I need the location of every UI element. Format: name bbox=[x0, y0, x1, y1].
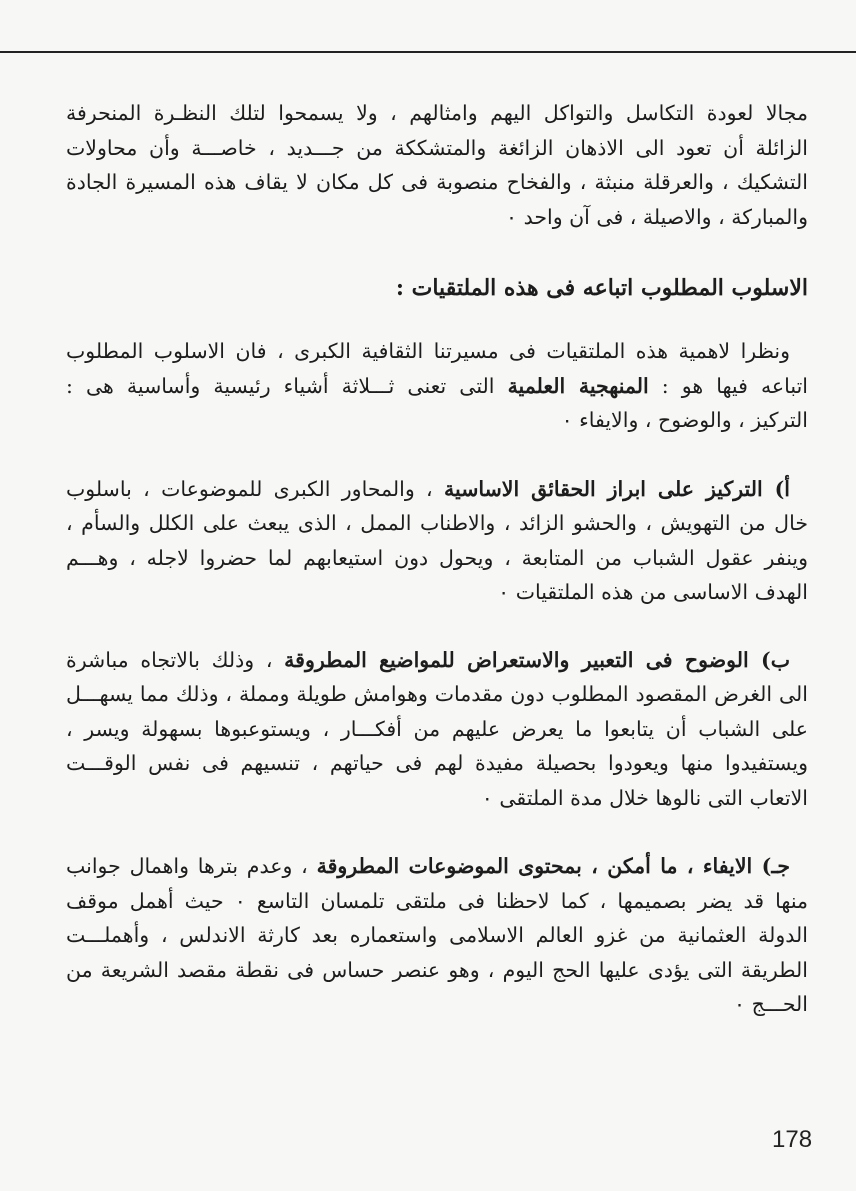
bold-term: ب) الوضوح فى التعبير والاستعراض للمواضيع المطروقة bbox=[284, 647, 790, 672]
text-line: التشكيك ، والعرقلة منبثة ، والفخاح منصوبة فى كل مكان لا يقاف هذه المسيرة الجادة bbox=[66, 170, 808, 194]
page-body bbox=[66, 96, 808, 1022]
paragraph-2 bbox=[66, 334, 808, 438]
text-line: الزائلة أن تعود الى الاذهان الزائغة والمتشككة من جـــديد ، خاصـــة وأن محاولات bbox=[66, 135, 808, 160]
text-line: الهدف الاساسى من هذه الملتقيات ٠ bbox=[498, 580, 808, 604]
paragraph-3 bbox=[66, 472, 808, 610]
paragraph-5 bbox=[66, 849, 808, 1022]
text-line: والمباركة ، والاصيلة ، فى آن واحد ٠ bbox=[506, 204, 808, 229]
paragraph-1 bbox=[66, 96, 808, 234]
text-line: ونظرا لاهمية هذه الملتقيات فى مسيرتنا الثقافية الكبرى ، فان الاسلوب المطلوب bbox=[66, 339, 790, 363]
text-line: مجالا لعودة التكاسل والتواكل اليهم وامثالهم ، ولا يسمحوا لتلك النظـرة المنحرفة bbox=[66, 101, 808, 125]
text-line: خال من التهويش ، والحشو الزائد ، والاطناب الممل ، الذى يبعث على الكلل والسأم ، bbox=[66, 511, 808, 535]
text-line: الاتعاب التى نالوها خلال مدة الملتقى ٠ bbox=[481, 785, 808, 810]
text-line: وينفر عقول الشباب من المتابعة ، ويحول دون استيعابهم لما حضروا لاجله ، وهـــم bbox=[66, 545, 808, 570]
header-rule bbox=[0, 51, 856, 53]
text-line: ويستفيدوا منها ويعودوا بحصيلة مفيدة لهم فى حياتهم ، تنسيهم فى نفس الوقـــت bbox=[66, 751, 808, 775]
text-line: الطريقة التى يؤدى عليها الحج اليوم ، وهو عنصر حساس فى نقطة مقصد الشريعة من bbox=[66, 957, 808, 982]
text-line: الدولة العثمانية من غزو العالم الاسلامى واستعماره بعد كارثة الاندلس ، وأهملـــت bbox=[66, 923, 808, 947]
text-line: أ) التركيز على ابراز الحقائق الاساسية ، والمحاور الكبرى للموضوعات ، باسلوب bbox=[66, 476, 790, 501]
text-line: الى الغرض المقصود المطلوب دون مقدمات وهوامش طويلة ومملة ، وذلك مما يسهـــل bbox=[66, 682, 808, 706]
text-line: التركيز ، والوضوح ، والايفاء ٠ bbox=[561, 408, 808, 432]
text-line: الحـــج ٠ bbox=[734, 992, 808, 1016]
section-heading: الاسلوب المطلوب اتباعه فى هذه الملتقيات : bbox=[395, 275, 808, 301]
text-line: جـ) الايفاء ، ما أمكن ، بمحتوى الموضوعات المطروقة ، وعدم بترها واهمال جوانب bbox=[66, 854, 791, 878]
bold-term: أ) التركيز على ابراز الحقائق الاساسية bbox=[444, 476, 790, 501]
bold-term: المنهجية العلمية bbox=[507, 373, 649, 398]
text-line: على الشباب أن يتابعوا ما يعرض عليهم من أفكـــار ، ويستوعبوها بسهولة ويسر ، bbox=[66, 716, 808, 741]
text-line: منها قد يضر بصميمها ، كما لاحظنا فى ملتقى تلمسان التاسع ٠ حيث أهمل موقف bbox=[66, 888, 808, 913]
paragraph-4 bbox=[66, 643, 808, 816]
text-line: اتباعه فيها هو : المنهجية العلمية التى تعنى ثـــلاثة أشياء رئيسية وأساسية هى : bbox=[66, 373, 808, 398]
bold-term: جـ) الايفاء ، ما أمكن ، بمحتوى الموضوعات المطروقة bbox=[316, 854, 791, 878]
page-number: 178 bbox=[772, 1126, 813, 1153]
text-line: ب) الوضوح فى التعبير والاستعراض للمواضيع المطروقة ، وذلك بالاتجاه مباشرة bbox=[66, 647, 790, 672]
